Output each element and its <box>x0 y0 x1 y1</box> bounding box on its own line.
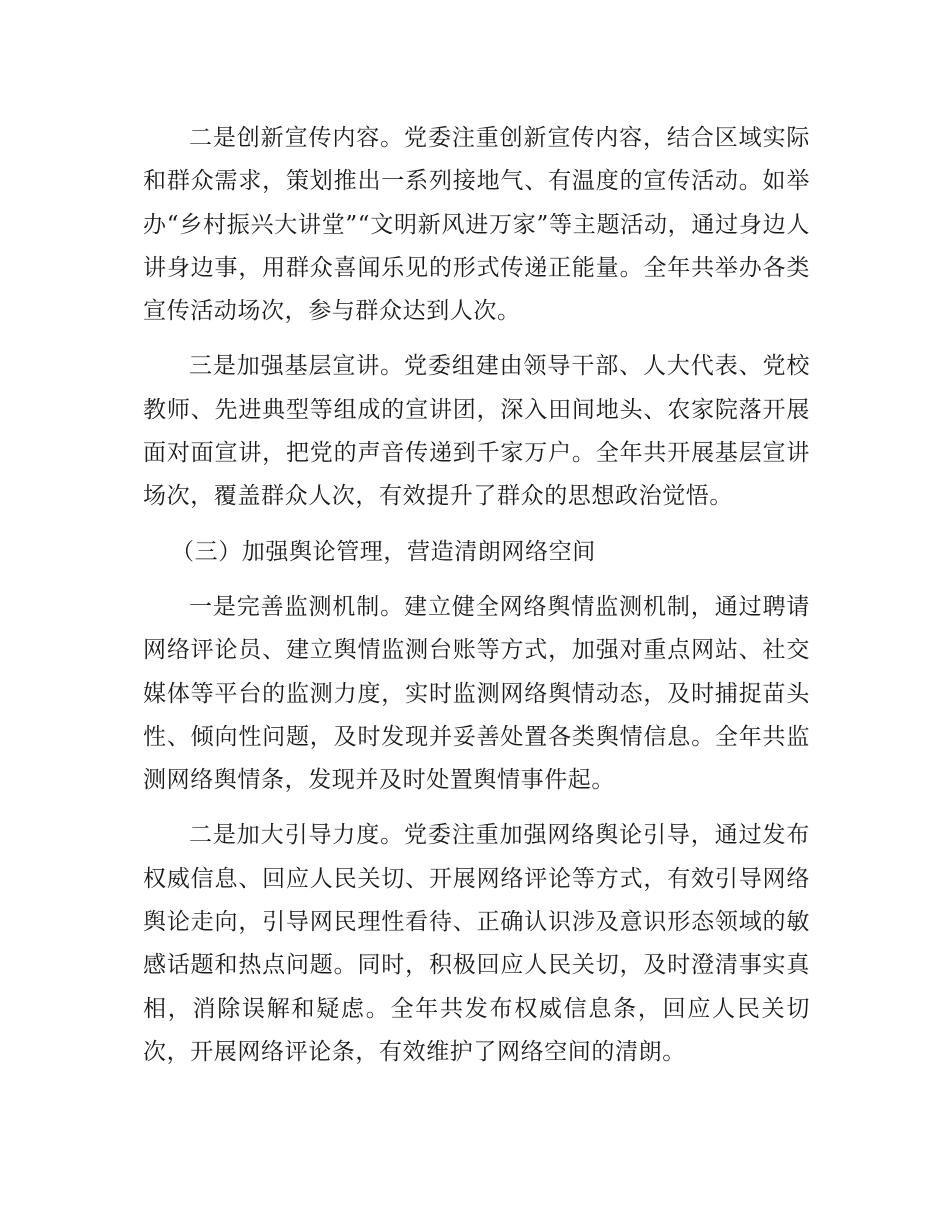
section-heading-opinion-management: （三）加强舆论管理，营造清朗网络空间 <box>171 538 596 565</box>
paragraph-innovate-content: 二是创新宣传内容。党委注重创新宣传内容，结合区域实际和群众需求，策划推出一系列接地气、有温度的宣传活动。如举办“乡村振兴大讲堂”“文明新风进万家”等主题活动，通过身边人讲身边事，用群众喜闻乐见的形式传递正能量。全年共举办各类宣传活动场次，参与群众达到人次。 <box>143 125 810 325</box>
paragraph-grassroots-lectures: 三是加强基层宣讲。党委组建由领导干部、人大代表、党校教师、先进典型等组成的宣讲团，深入田间地头、农家院落开展面对面宣讲，把党的声音传递到千家万户。全年共开展基层宣讲场次，覆盖群众人次，有效提升了群众的思想政治觉悟。 <box>143 353 810 510</box>
document-page <box>143 117 810 1074</box>
paragraph-guidance-efforts: 二是加大引导力度。党委注重加强网络舆论引导，通过发布权威信息、回应人民关切、开展网络评论等方式，有效引导网络舆论走向，引导网民理性看待、正确认识涉及意识形态领域的敏感话题和热点问题。同时，积极回应人民关切，及时澄清事实真相，消除误解和疑虑。全年共发布权威信息条，回应人民关切次，开展网络评论条，有效维护了网络空间的清朗。 <box>143 822 810 1065</box>
paragraph-monitoring-mechanism: 一是完善监测机制。建立健全网络舆情监测机制，通过聘请网络评论员、建立舆情监测台账等方式，加强对重点网站、社交媒体等平台的监测力度，实时监测网络舆情动态，及时捕捉苗头性、倾向性问题，及时发现并妥善处置各类舆情信息。全年共监测网络舆情条，发现并及时处置舆情事件起。 <box>143 593 810 794</box>
